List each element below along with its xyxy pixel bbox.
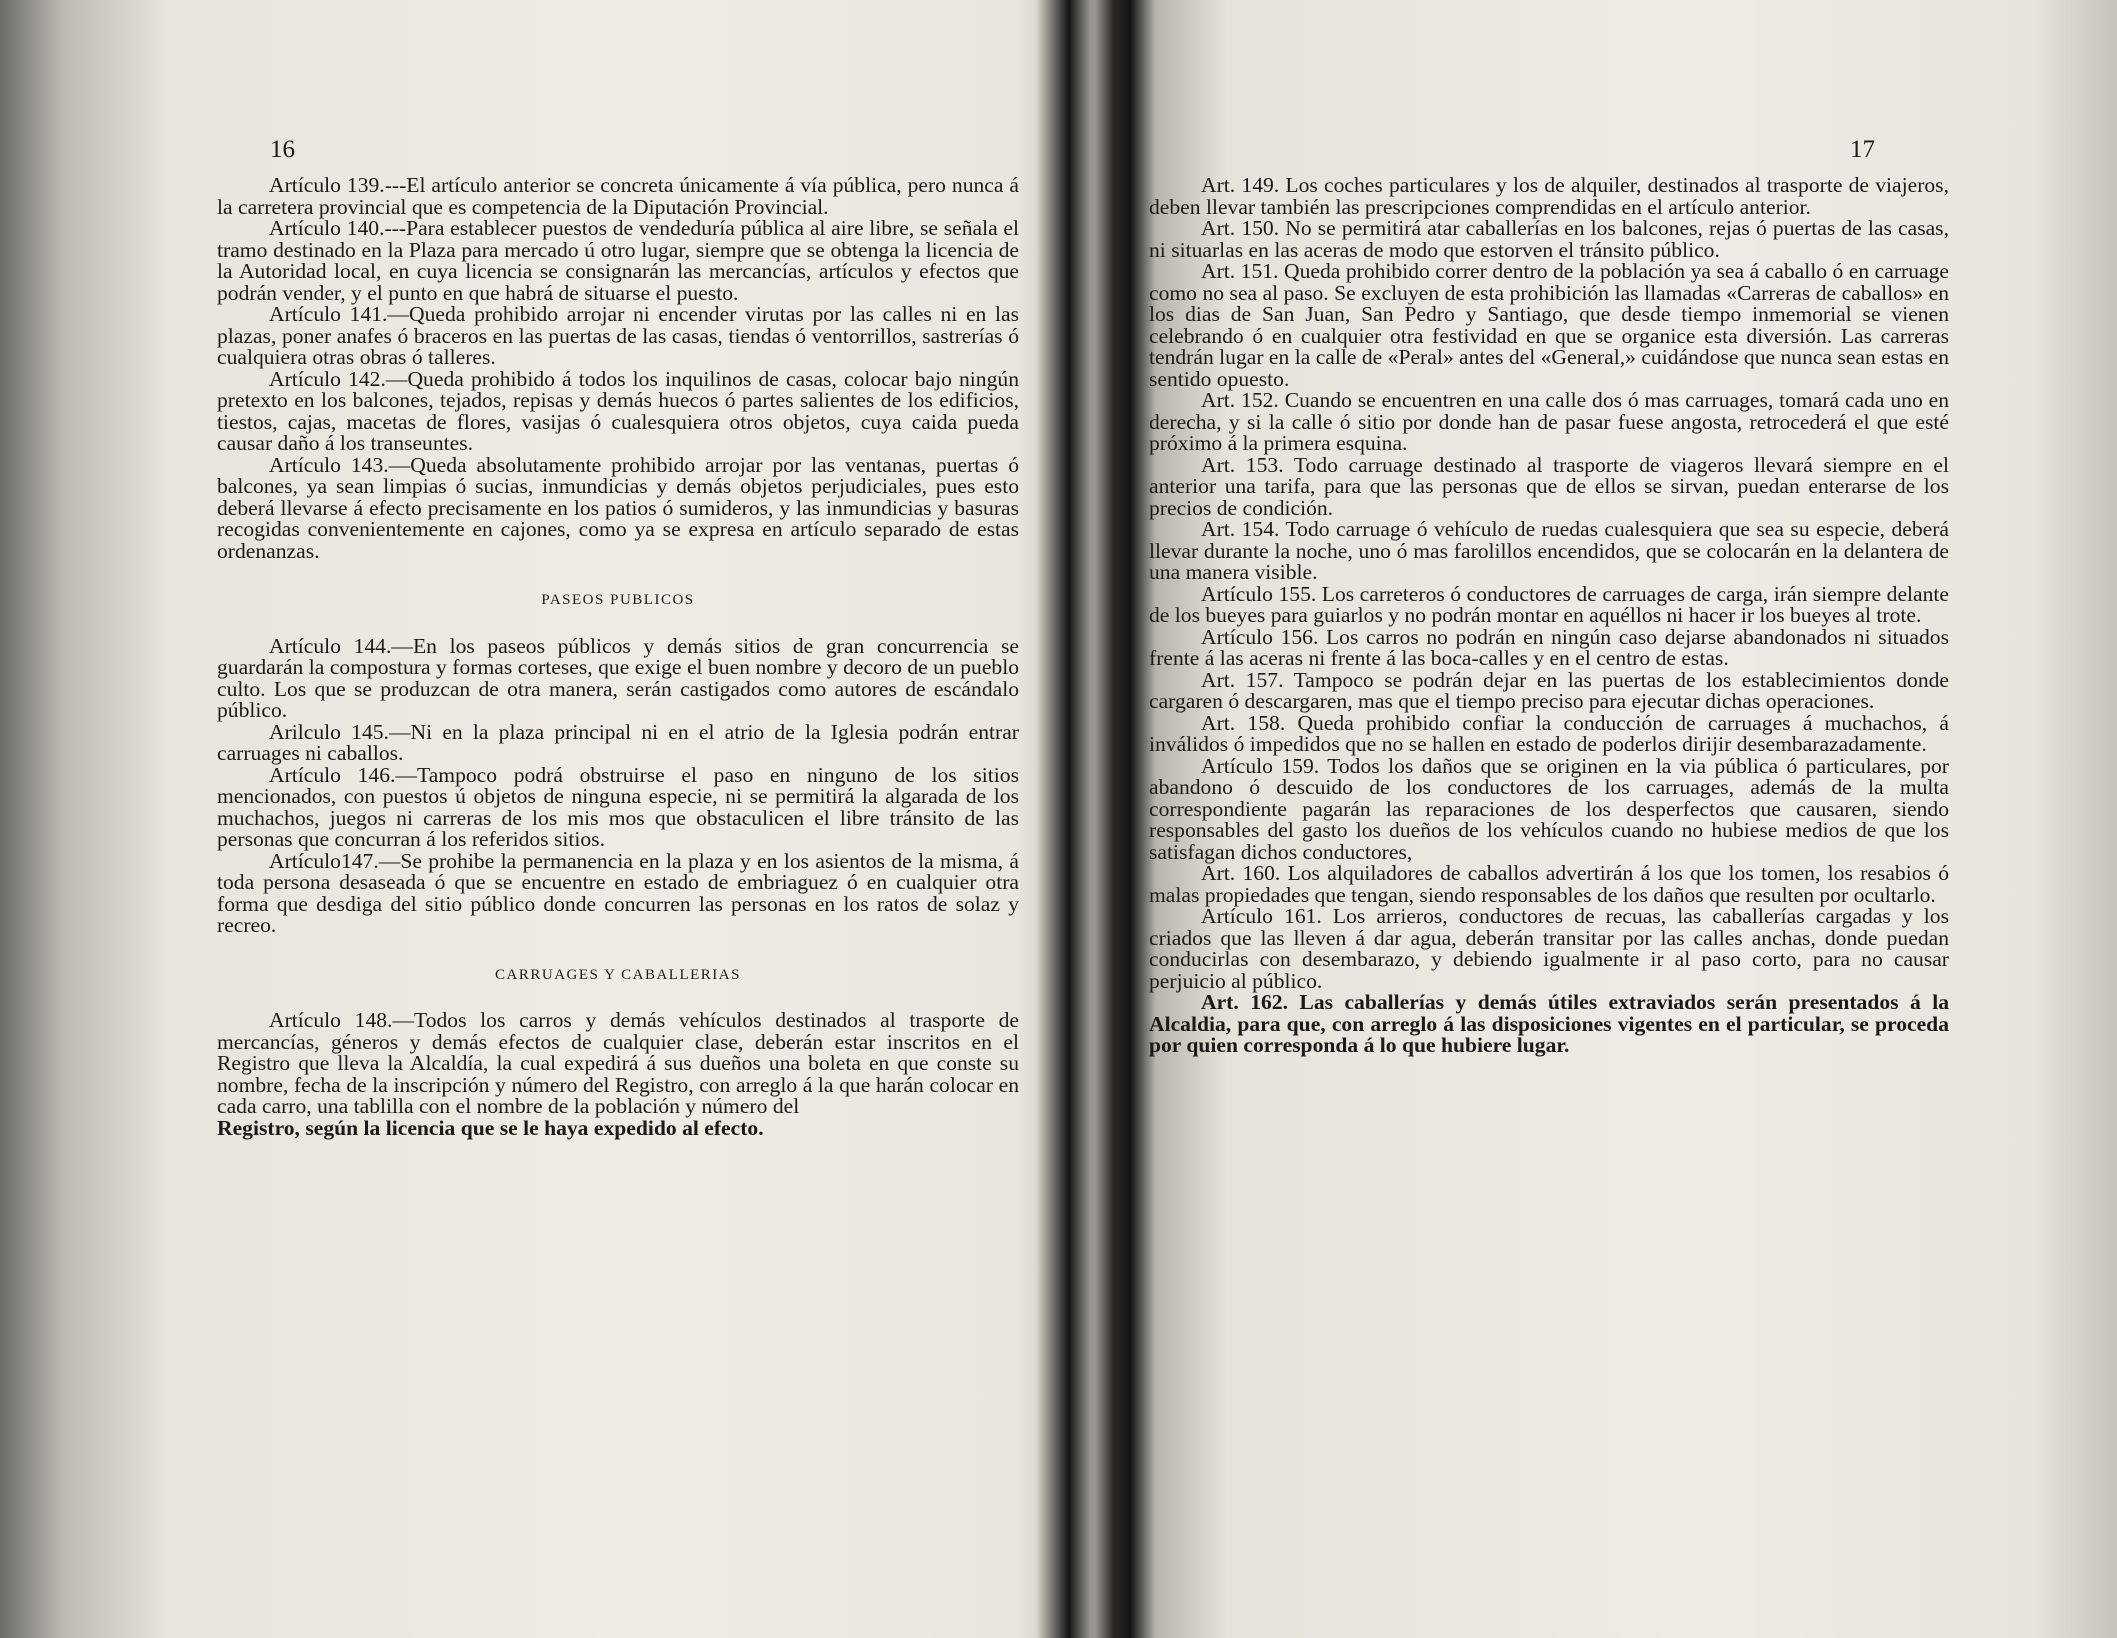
article-152: Art. 152. Cuando se encuentren en una calle dos ó mas carruages, tomará cada uno en derecha, y si la calle ó sitio por donde han de pasar fuese angosta, retrocederá el que esté próximo á la primera esquina. bbox=[1149, 388, 1949, 455]
article-151: Art. 151. Queda prohibido correr dentro de la población ya sea á caballo ó en carruage como no sea al paso. Se excluyen de esta prohibición las llamadas «Carreras de caballos» en los dias de San Juan, San Pedro y Santiago, que desde tiempo inmemorial se vienen celebrando ó en cualquier otra festividad en que se organice esta diversión. Las carreras tendrán lugar en la calle de «Peral» antes del «General,» cuidándose que nunca sean estas en sentido opuesto. bbox=[1149, 259, 1949, 391]
article-148-end: Registro, según la licencia que se le haya expedido al efecto. bbox=[217, 1115, 764, 1140]
article-155: Artículo 155. Los carreteros ó conductores de carruages de carga, irán siempre delante de los bueyes para guiarlos y no podrán montar en aquéllos ni hacer ir los bueyes al trote. bbox=[1149, 581, 1949, 627]
article-142: Artículo 142.—Queda prohibido á todos los inquilinos de casas, colocar bajo ningún pretexto en los balcones, tejados, repisas y demás huecos ó partes salientes de los edificios, tiestos, cajas, macetas de flores, vasijas ó cualesquiera otros objetos, cuya caida pueda causar daño á los transeuntes. bbox=[217, 366, 1019, 455]
article-146: Artículo 146.—Tampoco podrá obstruirse el paso en ninguno de los sitios mencionados, con puestos ú objetos de ninguna especie, ni se permitirá la algarada de los muchachos, juegos ni carreras de los mis mos que obstaculicen el libre tránsito de las personas que concurran á los referidos sitios. bbox=[217, 762, 1019, 851]
article-148: Artículo 148.—Todos los carros y demás vehículos destinados al trasporte de mercancías, géneros y demás efectos de cualquier clase, deberán estar inscritos en el Registro que lleva la Alcaldía, la cual expedirá á sus dueños una boleta en que conste su nombre, fecha de la inscripción y número del Registro, con arreglo á la que harán colocar en cada carro, una tablilla con el nombre de la población y número del bbox=[217, 1008, 1019, 1118]
article-153: Art. 153. Todo carruage destinado al trasporte de viageros llevará siempre en el anterior una tarifa, para que las personas que de ellos se sirvan, puedan enterarse de los precios de condición. bbox=[1149, 452, 1949, 520]
article-161: Artículo 161. Los arrieros, conductores de recuas, las caballerías cargadas y los criados que las lleven á dar agua, deberán transitar por las calles anchas, donde puedan conducirlas con desembarazo, y debiendo igualmente ir al paso corto, para no causar perjuicio al público. bbox=[1149, 904, 1949, 993]
article-154: Art. 154. Todo carruage ó vehículo de ruedas cualesquiera que sea su especie, deberá llevar durante la noche, uno ó mas farolillos encendidos, que se colocarán en la delantera de una manera visible. bbox=[1149, 517, 1949, 584]
article-149: Art. 149. Los coches particulares y los de alquiler, destinados al trasporte de viajeros, deben llevar también las prescripciones comprendidas en el artículo anterior. bbox=[1149, 173, 1949, 219]
article-139: Artículo 139.---El artículo anterior se concreta únicamente á vía pública, pero nunca á la carretera provincial que es competencia de la Diputación Provincial. bbox=[217, 173, 1019, 219]
article-140: Artículo 140.---Para establecer puestos de vendeduría pública al aire libre, se señala el tramo destinado en la Plaza para mercado ú otro lugar, siempre que se obtenga la licencia de la Autoridad local, en cuya licencia se consignarán las mercancías, artículos y efectos que podrán vender, y el punto en que habrá de situarse el puesto. bbox=[217, 216, 1019, 305]
section-heading-paseos: PASEOS PUBLICOS bbox=[541, 592, 695, 608]
page-number: 16 bbox=[270, 136, 295, 163]
article-160: Art. 160. Los alquiladores de caballos advertirán á los que los tomen, los resabios ó malas propiedades que tengan, siendo responsables de los daños que resulten por ocultarlo. bbox=[1149, 861, 1949, 907]
right-page-text bbox=[1149, 175, 1949, 1057]
article-143: Artículo 143.—Queda absolutamente prohibido arrojar por las ventanas, puertas ó balcones, ya sean limpias ó sucias, inmundicias y demás objetos perjudiciales, pues esto deberá llevarse á efecto precisamente en los patios ó sumideros, y las inmundicias y basuras recogidas convenientemente en cajones, como ya se expresa en artículo separado de estas ordenanzas. bbox=[217, 452, 1019, 563]
article-141: Artículo 141.—Queda prohibido arrojar ni encender virutas por las calles ni en las plazas, poner anafes ó braceros en las puertas de las casas, tiendas ó ventorrillos, sastrerías ó cualquiera otras obras ó talleres. bbox=[217, 302, 1019, 369]
article-145: Arilculo 145.—Ni en la plaza principal ni en el atrio de la Iglesia podrán entrar carruages ni caballos. bbox=[217, 719, 1019, 765]
article-144: Artículo 144.—En los paseos públicos y demás sitios de gran concurrencia se guardarán la compostura y formas corteses, que exige el buen nombre y decoro de un pueblo culto. Los que se produzcan de otra manera, serán castigados como autores de escándalo público. bbox=[217, 633, 1019, 722]
article-150: Art. 150. No se permitirá atar caballerías en los balcones, rejas ó puertas de las casas, ni situarlas en las aceras de modo que estorven el tránsito público. bbox=[1149, 216, 1949, 262]
article-158: Art. 158. Queda prohibido confiar la conducción de carruages á muchachos, á inválidos ó impedidos que no se hallen en estado de poderlos dirijir desembarazadamente. bbox=[1149, 710, 1949, 756]
section-heading-carruages: CARRUAGES Y CABALLERIAS bbox=[495, 966, 741, 983]
page-number-right: 17 bbox=[1850, 136, 1875, 163]
article-147: Artículo147.—Se prohibe la permanencia en la plaza y en los asientos de la misma, á toda persona desaseada ó que se encuentre en estado de embriaguez ó en cualquier otra forma que desdiga del sitio público donde concurren las personas en los ratos de solaz y recreo. bbox=[217, 848, 1019, 937]
article-159: Artículo 159. Todos los daños que se originen en la via pública ó particulares, por abandono ó descuido de los conductores de los carruages, además de la multa correspondiente pagarán las reparaciones de los desperfectos que causaren, siendo responsables del gasto los dueños de los vehículos cuando no hubiese medios de que los satisfagan dichos conductores, bbox=[1149, 753, 1949, 864]
article-162: Art. 162. Las caballerías y demás útiles extraviados serán presentados á la Alcaldia, para que, con arreglo á las disposiciones vigentes en el particular, se proceda por quien corresponda á lo que hubiere lugar. bbox=[1149, 990, 1949, 1057]
article-156: Artículo 156. Los carros no podrán en ningún caso dejarse abandonados ni situados frente á las aceras ni frente á las boca-calles y en el centro de estas. bbox=[1149, 624, 1949, 670]
article-157: Art. 157. Tampoco se podrán dejar en las puertas de los establecimientos donde cargaren ó descargaren, mas que el tiempo preciso para ejecutar dichas operaciones. bbox=[1149, 667, 1949, 713]
